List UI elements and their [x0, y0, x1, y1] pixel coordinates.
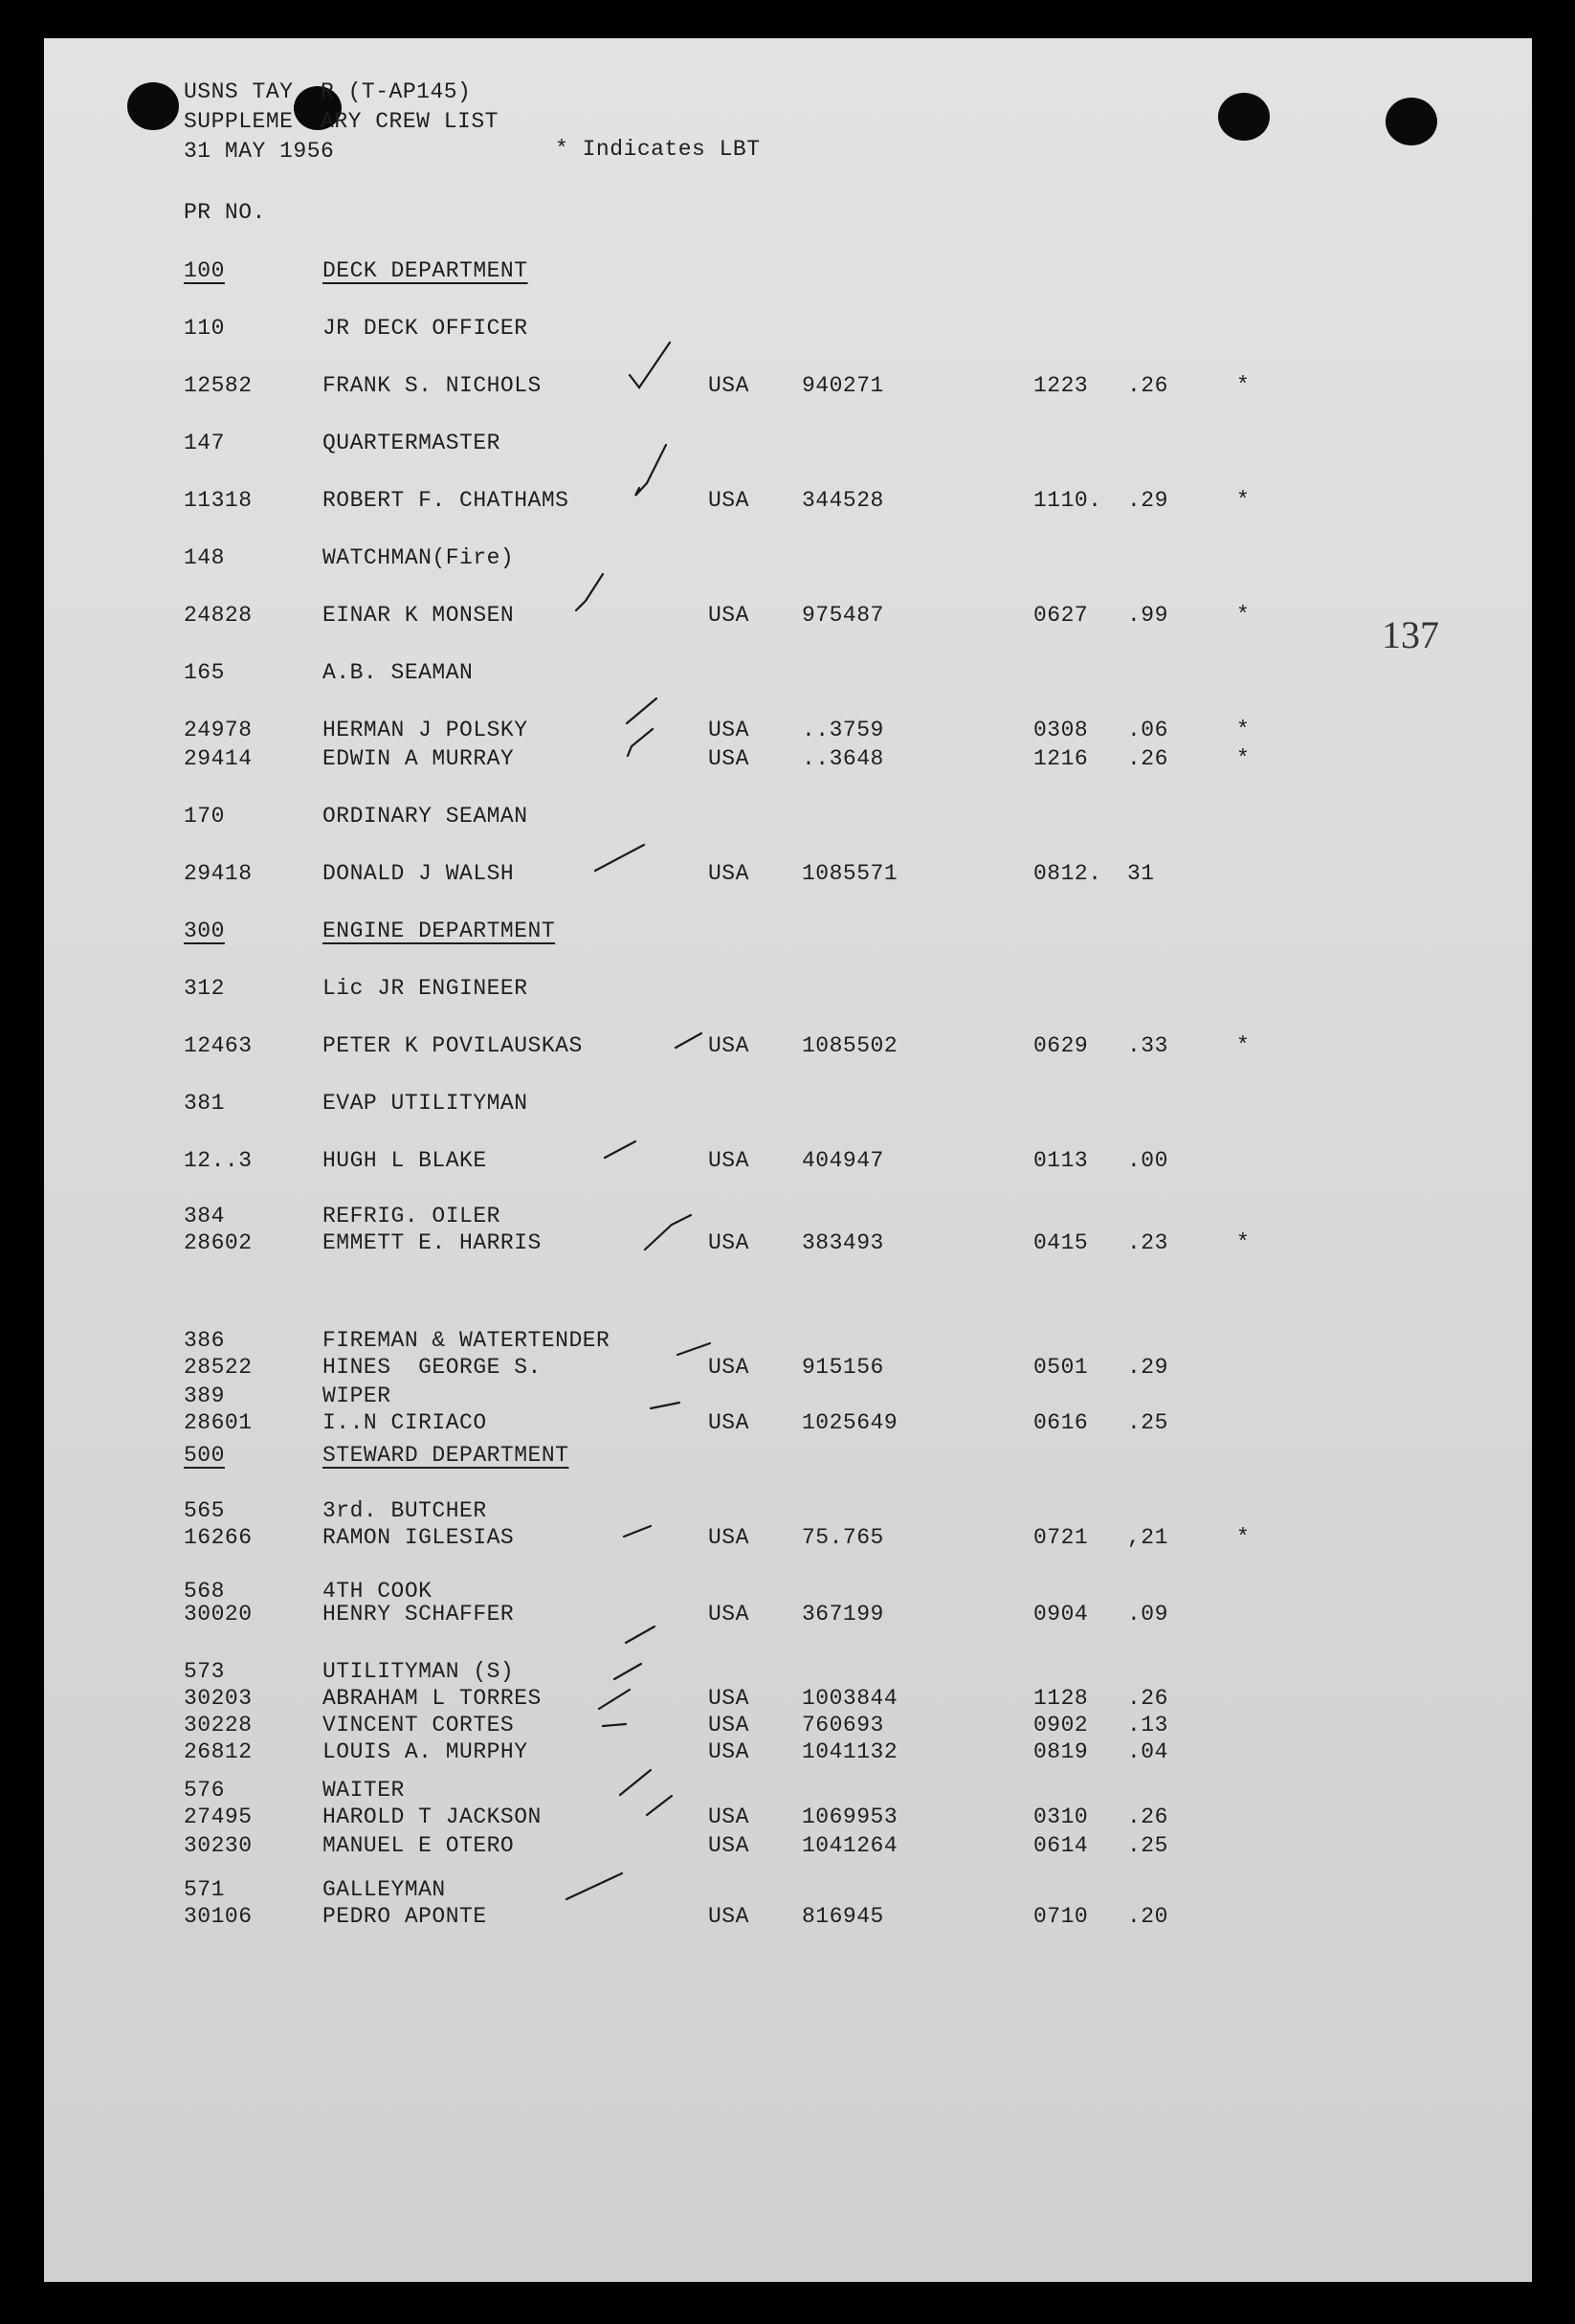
row-nat: USA: [708, 1033, 749, 1058]
row-code: 300: [184, 919, 225, 943]
row-n2: .29: [1127, 488, 1168, 513]
row-code: 28602: [184, 1230, 253, 1255]
row-n1: 0710: [1033, 1904, 1089, 1929]
row-nat: USA: [708, 1148, 749, 1173]
row-code: 110: [184, 316, 225, 341]
row-title: Lic JR ENGINEER: [322, 976, 528, 1001]
row-title: ROBERT F. CHATHAMS: [322, 488, 569, 513]
row-n2: .26: [1127, 373, 1168, 398]
row-title: FIREMAN & WATERTENDER: [322, 1328, 610, 1353]
row-n2: .09: [1127, 1602, 1168, 1627]
row-nat: USA: [708, 1713, 749, 1737]
row-n1: 0629: [1033, 1033, 1089, 1058]
row-title: HINES GEORGE S.: [322, 1355, 542, 1380]
row-n1: 1223: [1033, 373, 1089, 398]
row-id: 760693: [802, 1713, 884, 1737]
row-id: 816945: [802, 1904, 884, 1929]
row-n2: .23: [1127, 1230, 1168, 1255]
row-title: HENRY SCHAFFER: [322, 1602, 515, 1627]
row-id: 1085571: [802, 861, 898, 886]
punch-hole: [1386, 98, 1437, 145]
row-star: *: [1236, 1525, 1251, 1550]
row-title: EVAP UTILITYMAN: [322, 1091, 528, 1116]
row-star: *: [1236, 1230, 1251, 1255]
row-n1: 0627: [1033, 603, 1089, 628]
row-nat: USA: [708, 861, 749, 886]
row-code: 12582: [184, 373, 253, 398]
row-id: 1069953: [802, 1804, 898, 1829]
row-n2: .26: [1127, 746, 1168, 771]
legend-note: * Indicates LBT: [555, 137, 761, 162]
row-code: 312: [184, 976, 225, 1001]
row-n2: .00: [1127, 1148, 1168, 1173]
row-code: 24828: [184, 603, 253, 628]
row-n2: .33: [1127, 1033, 1168, 1058]
row-n2: .06: [1127, 718, 1168, 742]
page-number: 137: [1382, 613, 1439, 656]
row-nat: USA: [708, 1833, 749, 1858]
row-n1: 0819: [1033, 1739, 1089, 1764]
row-n2: ,21: [1127, 1525, 1168, 1550]
row-star: *: [1236, 373, 1251, 398]
list-title: SUPPLEME ARY CREW LIST: [184, 109, 499, 134]
row-code: 565: [184, 1498, 225, 1523]
row-code: 29418: [184, 861, 253, 886]
row-id: 940271: [802, 373, 884, 398]
row-title: 3rd. BUTCHER: [322, 1498, 487, 1523]
row-n1: 1110.: [1033, 488, 1102, 513]
row-star: *: [1236, 746, 1251, 771]
row-n2: .26: [1127, 1686, 1168, 1711]
row-id: 75.765: [802, 1525, 884, 1550]
row-title: WATCHMAN(Fire): [322, 545, 515, 570]
row-code: 165: [184, 660, 225, 685]
row-id: 383493: [802, 1230, 884, 1255]
row-id: 975487: [802, 603, 884, 628]
row-id: 367199: [802, 1602, 884, 1627]
row-nat: USA: [708, 603, 749, 628]
row-title: PEDRO APONTE: [322, 1904, 487, 1929]
document-page: [44, 38, 1532, 2282]
row-n1: 0614: [1033, 1833, 1089, 1858]
row-n2: .13: [1127, 1713, 1168, 1737]
row-nat: USA: [708, 1686, 749, 1711]
row-n2: .29: [1127, 1355, 1168, 1380]
row-n1: 0616: [1033, 1410, 1089, 1435]
row-n2: .04: [1127, 1739, 1168, 1764]
row-nat: USA: [708, 1602, 749, 1627]
row-nat: USA: [708, 1804, 749, 1829]
row-title: ABRAHAM L TORRES: [322, 1686, 542, 1711]
row-id: 1003844: [802, 1686, 898, 1711]
row-title: EDWIN A MURRAY: [322, 746, 515, 771]
row-code: 500: [184, 1443, 225, 1468]
row-code: 24978: [184, 718, 253, 742]
row-id: ..3759: [802, 718, 884, 742]
row-title: EMMETT E. HARRIS: [322, 1230, 542, 1255]
row-code: 381: [184, 1091, 225, 1116]
row-title: DONALD J WALSH: [322, 861, 515, 886]
row-code: 389: [184, 1383, 225, 1408]
row-n1: 1128: [1033, 1686, 1089, 1711]
row-star: *: [1236, 603, 1251, 628]
row-title: WIPER: [322, 1383, 391, 1408]
row-code: 27495: [184, 1804, 253, 1829]
row-title: VINCENT CORTES: [322, 1713, 515, 1737]
row-n1: 0902: [1033, 1713, 1089, 1737]
row-n1: 0812.: [1033, 861, 1102, 886]
row-title: GALLEYMAN: [322, 1877, 446, 1902]
row-n1: 0501: [1033, 1355, 1089, 1380]
row-code: 16266: [184, 1525, 253, 1550]
row-title: QUARTERMASTER: [322, 431, 500, 455]
row-title: MANUEL E OTERO: [322, 1833, 515, 1858]
row-id: 344528: [802, 488, 884, 513]
row-code: 170: [184, 804, 225, 829]
row-code: 30203: [184, 1686, 253, 1711]
row-n2: .25: [1127, 1833, 1168, 1858]
row-nat: USA: [708, 718, 749, 742]
row-id: 1025649: [802, 1410, 898, 1435]
row-nat: USA: [708, 1410, 749, 1435]
row-code: 147: [184, 431, 225, 455]
row-n1: 0904: [1033, 1602, 1089, 1627]
row-title: ORDINARY SEAMAN: [322, 804, 528, 829]
row-title: ENGINE DEPARTMENT: [322, 919, 556, 943]
row-title: EINAR K MONSEN: [322, 603, 515, 628]
row-code: 11318: [184, 488, 253, 513]
row-code: 30020: [184, 1602, 253, 1627]
row-n2: .26: [1127, 1804, 1168, 1829]
row-n1: 0721: [1033, 1525, 1089, 1550]
punch-hole: [1218, 93, 1270, 141]
row-nat: USA: [708, 488, 749, 513]
row-nat: USA: [708, 746, 749, 771]
row-title: LOUIS A. MURPHY: [322, 1739, 528, 1764]
row-code: 100: [184, 258, 225, 283]
row-star: *: [1236, 718, 1251, 742]
row-code: 573: [184, 1659, 225, 1684]
row-title: PETER K POVILAUSKAS: [322, 1033, 583, 1058]
row-code: 148: [184, 545, 225, 570]
row-code: 12463: [184, 1033, 253, 1058]
list-date: 31 MAY 1956: [184, 139, 335, 164]
row-title: UTILITYMAN (S): [322, 1659, 515, 1684]
row-title: 4TH COOK: [322, 1579, 433, 1604]
row-nat: USA: [708, 373, 749, 398]
row-id: 404947: [802, 1148, 884, 1173]
row-nat: USA: [708, 1525, 749, 1550]
row-n1: 0415: [1033, 1230, 1089, 1255]
row-title: HERMAN J POLSKY: [322, 718, 528, 742]
row-nat: USA: [708, 1230, 749, 1255]
row-title: STEWARD DEPARTMENT: [322, 1443, 569, 1468]
row-n1: 0308: [1033, 718, 1089, 742]
row-title: JR DECK OFFICER: [322, 316, 528, 341]
row-code: 384: [184, 1204, 225, 1228]
row-id: 915156: [802, 1355, 884, 1380]
row-id: ..3648: [802, 746, 884, 771]
ship-name: USNS TAY R (T-AP145): [184, 79, 472, 104]
row-nat: USA: [708, 1739, 749, 1764]
row-title: A.B. SEAMAN: [322, 660, 474, 685]
row-n2: 31: [1127, 861, 1155, 886]
row-title: DECK DEPARTMENT: [322, 258, 528, 283]
row-title: WAITER: [322, 1778, 405, 1803]
row-n2: .20: [1127, 1904, 1168, 1929]
row-id: 1085502: [802, 1033, 898, 1058]
row-code: 568: [184, 1579, 225, 1604]
row-title: HAROLD T JACKSON: [322, 1804, 542, 1829]
row-title: RAMON IGLESIAS: [322, 1525, 515, 1550]
row-code: 386: [184, 1328, 225, 1353]
row-star: *: [1236, 1033, 1251, 1058]
row-title: REFRIG. OILER: [322, 1204, 500, 1228]
row-code: 30106: [184, 1904, 253, 1929]
row-id: 1041264: [802, 1833, 898, 1858]
row-title: FRANK S. NICHOLS: [322, 373, 542, 398]
row-code: 28522: [184, 1355, 253, 1380]
row-code: 12..3: [184, 1148, 253, 1173]
row-nat: USA: [708, 1904, 749, 1929]
row-nat: USA: [708, 1355, 749, 1380]
row-n1: 0113: [1033, 1148, 1089, 1173]
row-code: 30230: [184, 1833, 253, 1858]
row-code: 26812: [184, 1739, 253, 1764]
row-id: 1041132: [802, 1739, 898, 1764]
row-n1: 1216: [1033, 746, 1089, 771]
row-code: 29414: [184, 746, 253, 771]
row-n1: 0310: [1033, 1804, 1089, 1829]
row-code: 30228: [184, 1713, 253, 1737]
row-title: I..N CIRIACO: [322, 1410, 487, 1435]
row-n2: .99: [1127, 603, 1168, 628]
row-star: *: [1236, 488, 1251, 513]
row-n2: .25: [1127, 1410, 1168, 1435]
row-code: 28601: [184, 1410, 253, 1435]
row-code: 576: [184, 1778, 225, 1803]
row-code: 571: [184, 1877, 225, 1902]
punch-hole: [127, 82, 179, 130]
pr-no-label: PR NO.: [184, 200, 266, 225]
row-title: HUGH L BLAKE: [322, 1148, 487, 1173]
